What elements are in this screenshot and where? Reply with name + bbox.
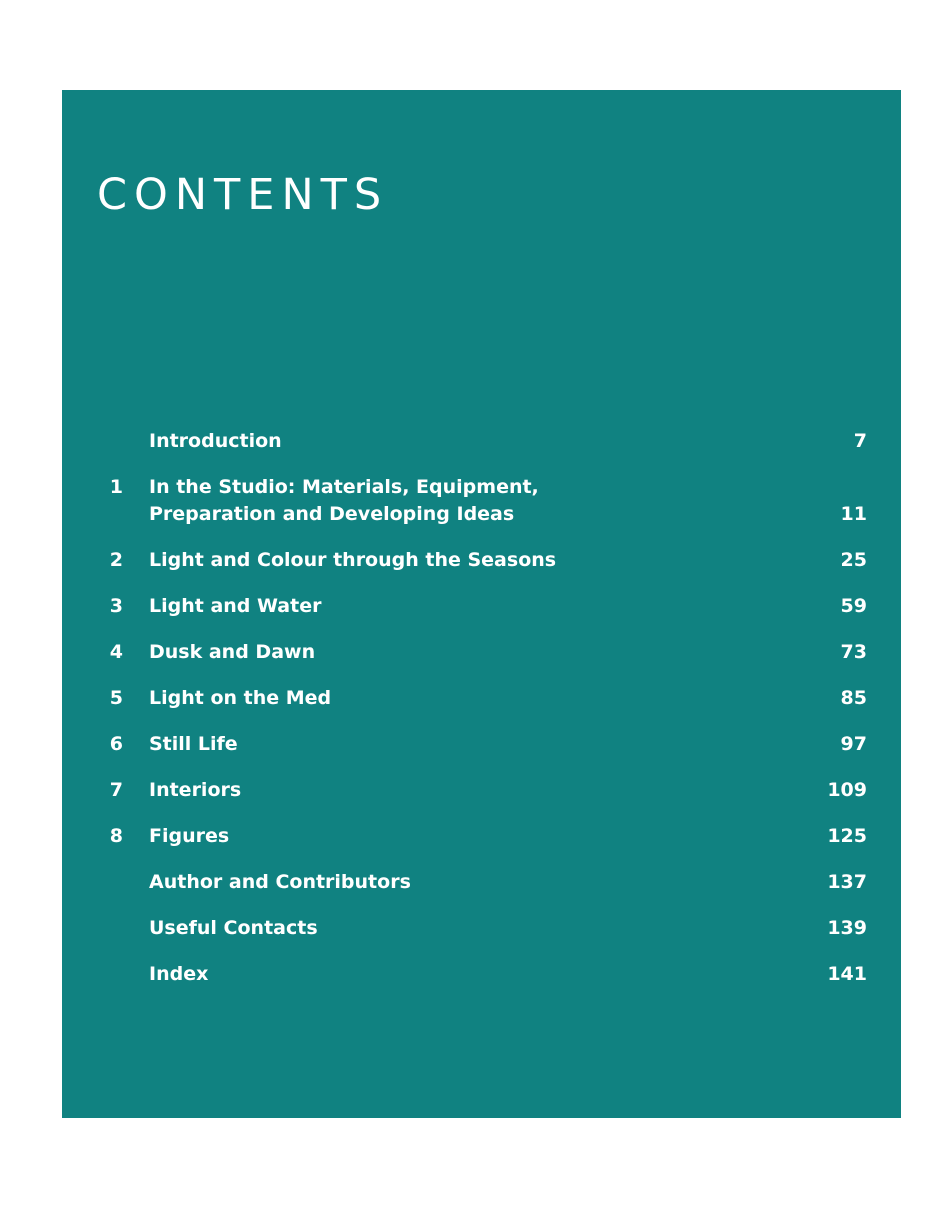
chapter-title: Dusk and Dawn bbox=[149, 641, 316, 663]
chapter-number: 5 bbox=[109, 687, 123, 709]
page-number: 141 bbox=[827, 963, 867, 985]
chapter-title: Introduction bbox=[149, 430, 282, 452]
toc-entry-chapter-2[interactable] bbox=[62, 547, 901, 574]
toc-entry-introduction[interactable] bbox=[62, 428, 901, 455]
contents-panel bbox=[62, 90, 901, 1118]
page-number: 139 bbox=[827, 917, 867, 939]
chapter-title: In the Studio: Materials, Equipment, Preparation and Developing Ideas bbox=[149, 476, 539, 525]
toc-entry-chapter-1[interactable] bbox=[62, 474, 901, 528]
chapter-number: 2 bbox=[109, 549, 123, 571]
table-of-contents bbox=[62, 428, 901, 1007]
toc-entry-chapter-7[interactable] bbox=[62, 777, 901, 804]
toc-entry-chapter-8[interactable] bbox=[62, 823, 901, 850]
toc-entry-chapter-5[interactable] bbox=[62, 685, 901, 712]
chapter-title: Light and Water bbox=[149, 595, 322, 617]
chapter-title: Author and Contributors bbox=[149, 871, 411, 893]
toc-entry-chapter-4[interactable] bbox=[62, 639, 901, 666]
page-number: 137 bbox=[827, 871, 867, 893]
chapter-title: Index bbox=[149, 963, 209, 985]
page-number: 25 bbox=[840, 549, 867, 571]
page-number: 109 bbox=[827, 779, 867, 801]
page-title: CONTENTS bbox=[97, 170, 389, 220]
toc-entry-chapter-3[interactable] bbox=[62, 593, 901, 620]
chapter-number: 6 bbox=[109, 733, 123, 755]
chapter-title: Useful Contacts bbox=[149, 917, 318, 939]
chapter-title: Still Life bbox=[149, 733, 238, 755]
page-number: 59 bbox=[840, 595, 867, 617]
toc-entry-author-and-contributors[interactable] bbox=[62, 869, 901, 896]
chapter-title: Interiors bbox=[149, 779, 242, 801]
chapter-number: 4 bbox=[109, 641, 123, 663]
chapter-title: Figures bbox=[149, 825, 230, 847]
chapter-title: Light and Colour through the Seasons bbox=[149, 549, 557, 571]
toc-entry-useful-contacts[interactable] bbox=[62, 915, 901, 942]
page-number: 7 bbox=[853, 430, 867, 452]
chapter-number: 7 bbox=[109, 779, 123, 801]
toc-entry-chapter-6[interactable] bbox=[62, 731, 901, 758]
chapter-number: 3 bbox=[109, 595, 123, 617]
page-number: 85 bbox=[840, 687, 867, 709]
page-number: 11 bbox=[840, 503, 867, 525]
page-number: 97 bbox=[840, 733, 867, 755]
page-number: 125 bbox=[827, 825, 867, 847]
chapter-number: 8 bbox=[109, 825, 123, 847]
chapter-title: Light on the Med bbox=[149, 687, 332, 709]
chapter-number: 1 bbox=[109, 476, 123, 498]
toc-entry-index[interactable] bbox=[62, 961, 901, 988]
page-number: 73 bbox=[840, 641, 867, 663]
